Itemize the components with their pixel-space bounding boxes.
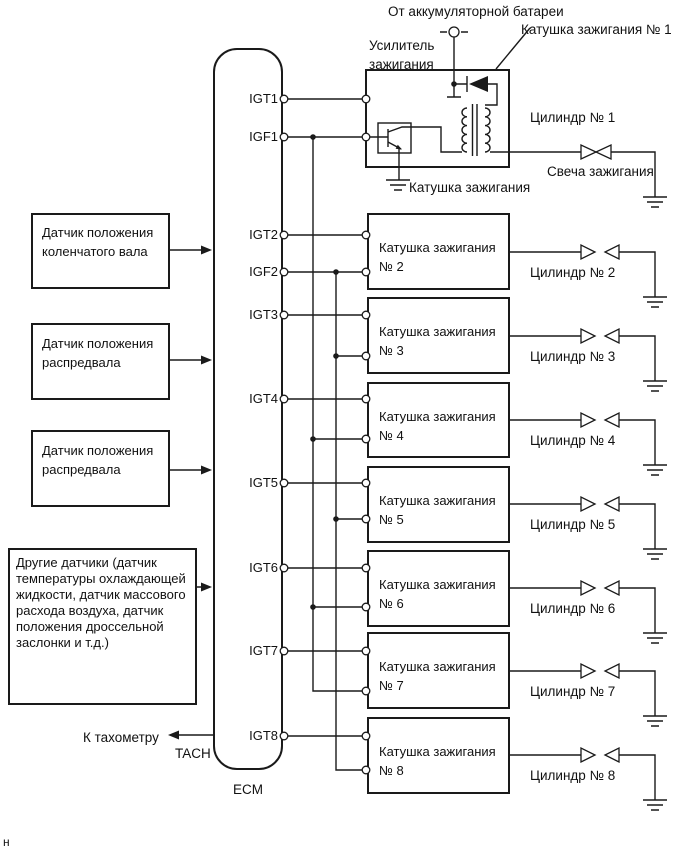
coil-name: Катушка зажигания xyxy=(379,324,496,339)
cylinder-3-label: Цилиндр № 3 xyxy=(530,349,616,364)
coil-name: Катушка зажигания xyxy=(379,409,496,424)
coil1-callout-label: Катушка зажигания № 1 xyxy=(521,22,672,37)
cylinder-7-label: Цилиндр № 7 xyxy=(530,684,616,699)
ground-icon xyxy=(643,381,667,391)
pin-tach: TACH xyxy=(175,746,211,761)
igf-stubs xyxy=(313,356,362,607)
igf2-bus xyxy=(336,272,362,770)
ignition-coil-box-4 xyxy=(367,382,510,458)
ground-icon xyxy=(643,633,667,643)
ground-icon xyxy=(643,549,667,559)
coil1-bottom-label: Катушка зажигания xyxy=(409,180,531,195)
footnote-char: н xyxy=(3,835,10,849)
pin-igt1: IGT1 xyxy=(249,91,278,106)
igf1-bus xyxy=(313,137,362,691)
cylinder-6-label: Цилиндр № 6 xyxy=(530,601,616,616)
cylinder-5-label: Цилиндр № 5 xyxy=(530,517,616,532)
ecm-box xyxy=(213,48,283,770)
pin-igt2: IGT2 xyxy=(249,227,278,242)
ignition-coil-box-2 xyxy=(367,213,510,290)
coil-name: Катушка зажигания xyxy=(379,577,496,592)
ignition-coil-box-8 xyxy=(367,717,510,794)
ground-icon xyxy=(643,800,667,810)
ignition-coil-box-5 xyxy=(367,466,510,543)
crankshaft-sensor-box xyxy=(31,213,170,289)
amplifier-label: Усилитель зажигания xyxy=(369,38,435,72)
pin-igt6: IGT6 xyxy=(249,560,278,575)
camshaft-sensor-box-1 xyxy=(31,323,170,400)
coil-number: № 6 xyxy=(379,596,404,611)
cylinder-8-label: Цилиндр № 8 xyxy=(530,768,616,783)
pin-igf2: IGF2 xyxy=(249,264,278,279)
camshaft-sensor-box-2 xyxy=(31,430,170,507)
camshaft-sensor-label-2: Датчик положения распредвала xyxy=(42,443,154,477)
ground-icon xyxy=(643,716,667,726)
cylinder-1-label: Цилиндр № 1 xyxy=(530,110,616,125)
coil-name: Катушка зажигания xyxy=(379,659,496,674)
ignition-coil-box-6 xyxy=(367,550,510,627)
coil-number: № 4 xyxy=(379,428,404,443)
igt-igf-wires xyxy=(288,99,362,736)
ignition-amplifier-box xyxy=(365,69,510,168)
coil-name: Катушка зажигания xyxy=(379,493,496,508)
ground-icon xyxy=(643,297,667,307)
tachometer-arrow xyxy=(168,731,213,740)
ignition-coil-box-7 xyxy=(367,632,510,709)
coil-number: № 7 xyxy=(379,678,404,693)
pin-igt8: IGT8 xyxy=(249,728,278,743)
cylinder-4-label: Цилиндр № 4 xyxy=(530,433,616,448)
camshaft-sensor-label-1: Датчик положения распредвала xyxy=(42,336,154,370)
coil-number: № 5 xyxy=(379,512,404,527)
ignition-coil-box-3 xyxy=(367,297,510,374)
pin-igt3: IGT3 xyxy=(249,307,278,322)
ground-icon xyxy=(643,465,667,475)
coil-number: № 3 xyxy=(379,343,404,358)
other-sensors-label: Другие датчики (датчик температуры охлаждающей жидкости, датчик массового расхода воздуха, датчик положения дроссельной заслонки и т.д.) xyxy=(16,555,186,650)
sensor-arrows xyxy=(170,246,212,592)
ecm-label: ECM xyxy=(233,782,263,797)
coil-name: Катушка зажигания xyxy=(379,240,496,255)
pin-igt4: IGT4 xyxy=(249,391,278,406)
coil-number: № 2 xyxy=(379,259,404,274)
coil-name: Катушка зажигания xyxy=(379,744,496,759)
pin-igf1: IGF1 xyxy=(249,129,278,144)
pin-igt7: IGT7 xyxy=(249,643,278,658)
cylinder-2-label: Цилиндр № 2 xyxy=(530,265,616,280)
crankshaft-sensor-label: Датчик положения коленчатого вала xyxy=(42,225,154,259)
ground-icon xyxy=(643,197,667,207)
coil-number: № 8 xyxy=(379,763,404,778)
junction-dots xyxy=(310,134,339,610)
tachometer-label: К тахометру xyxy=(83,730,159,745)
ground-icon xyxy=(386,180,410,190)
battery-source-label: От аккумуляторной батареи xyxy=(388,4,564,19)
other-sensors-box xyxy=(8,548,197,705)
pin-igt5: IGT5 xyxy=(249,475,278,490)
spark-plug-label: Свеча зажигания xyxy=(547,164,654,179)
